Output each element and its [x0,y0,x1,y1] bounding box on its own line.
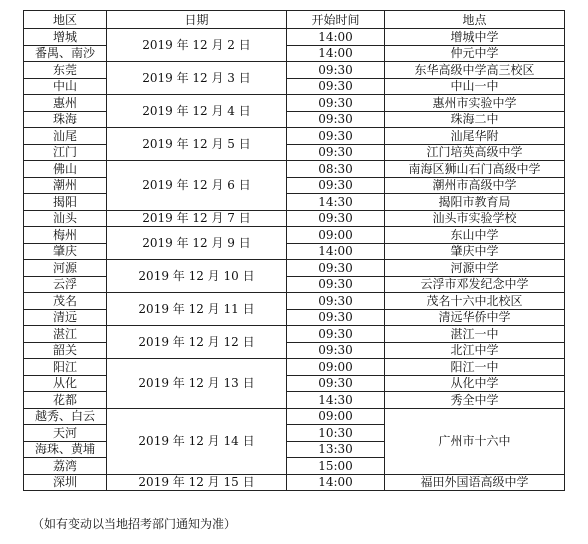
cell-place: 汕尾华附 [385,128,565,145]
cell-region: 梅州 [24,227,107,244]
table-row [24,260,565,277]
table-row [24,359,565,376]
cell-place: 南海区狮山石门高级中学 [385,161,565,178]
cell-region: 揭阳 [24,194,107,211]
cell-region: 东莞 [24,62,107,79]
cell-time: 14:30 [287,194,385,211]
cell-region: 荔湾 [24,458,107,475]
cell-time: 09:30 [287,177,385,194]
table-row [24,194,565,211]
table-row [24,293,565,310]
cell-region: 惠州 [24,95,107,112]
cell-place: 北江中学 [385,342,565,359]
cell-region: 中山 [24,78,107,95]
cell-region: 阳江 [24,359,107,376]
cell-place: 湛江一中 [385,326,565,343]
cell-time: 09:00 [287,227,385,244]
cell-place: 仲元中学 [385,45,565,62]
cell-region: 增城 [24,29,107,46]
cell-region: 越秀、白云 [24,408,107,425]
cell-date: 2019 年 12 月 9 日 [107,227,287,260]
cell-region: 天河 [24,425,107,442]
cell-time: 10:30 [287,425,385,442]
table-row [24,342,565,359]
table-header-row [24,11,565,29]
cell-place: 从化中学 [385,375,565,392]
header-place: 地点 [385,11,565,29]
table-row [24,326,565,343]
cell-region: 汕头 [24,210,107,227]
table-row [24,111,565,128]
table-row [24,128,565,145]
cell-time: 14:00 [287,29,385,46]
table-row [24,95,565,112]
cell-region: 番禺、南沙 [24,45,107,62]
cell-time: 15:00 [287,458,385,475]
cell-date: 2019 年 12 月 11 日 [107,293,287,326]
cell-place: 潮州市高级中学 [385,177,565,194]
table-row [24,144,565,161]
cell-date: 2019 年 12 月 7 日 [107,210,287,227]
cell-date: 2019 年 12 月 5 日 [107,128,287,161]
cell-date: 2019 年 12 月 3 日 [107,62,287,95]
cell-time: 13:30 [287,441,385,458]
cell-place: 清远华侨中学 [385,309,565,326]
cell-region: 花都 [24,392,107,409]
cell-date: 2019 年 12 月 2 日 [107,29,287,62]
table-row [24,408,565,425]
table-row [24,474,565,491]
cell-place: 东山中学 [385,227,565,244]
cell-region: 珠海 [24,111,107,128]
header-date: 日期 [107,11,287,29]
cell-time: 09:30 [287,128,385,145]
table-row [24,45,565,62]
cell-region: 茂名 [24,293,107,310]
cell-place: 东华高级中学高三校区 [385,62,565,79]
cell-time: 09:30 [287,111,385,128]
cell-region: 河源 [24,260,107,277]
cell-region: 海珠、黄埔 [24,441,107,458]
cell-region: 从化 [24,375,107,392]
cell-region: 清远 [24,309,107,326]
cell-time: 09:30 [287,375,385,392]
cell-time: 09:30 [287,144,385,161]
schedule-body [24,29,565,491]
cell-time: 09:30 [287,78,385,95]
schedule-table [23,10,565,491]
table-row [24,177,565,194]
cell-place: 汕头市实验学校 [385,210,565,227]
cell-date: 2019 年 12 月 4 日 [107,95,287,128]
table-row [24,392,565,409]
table-row [24,78,565,95]
cell-time: 09:00 [287,408,385,425]
cell-region: 汕尾 [24,128,107,145]
cell-region: 湛江 [24,326,107,343]
cell-place: 惠州市实验中学 [385,95,565,112]
cell-time: 08:30 [287,161,385,178]
cell-region: 潮州 [24,177,107,194]
cell-date: 2019 年 12 月 13 日 [107,359,287,409]
cell-date: 2019 年 12 月 12 日 [107,326,287,359]
cell-date: 2019 年 12 月 10 日 [107,260,287,293]
cell-time: 14:00 [287,45,385,62]
table-row [24,227,565,244]
cell-time: 09:30 [287,210,385,227]
cell-time: 14:00 [287,243,385,260]
cell-time: 09:30 [287,95,385,112]
cell-place: 中山一中 [385,78,565,95]
header-region: 地区 [24,11,107,29]
cell-date: 2019 年 12 月 6 日 [107,161,287,211]
cell-time: 09:30 [287,309,385,326]
cell-place: 珠海二中 [385,111,565,128]
header-time: 开始时间 [287,11,385,29]
table-row [24,309,565,326]
cell-place: 广州市十六中 [385,408,565,474]
cell-region: 云浮 [24,276,107,293]
cell-place: 茂名十六中北校区 [385,293,565,310]
cell-place: 河源中学 [385,260,565,277]
cell-place: 增城中学 [385,29,565,46]
cell-time: 14:30 [287,392,385,409]
cell-time: 09:30 [287,342,385,359]
cell-place: 云浮市邓发纪念中学 [385,276,565,293]
cell-place: 秀全中学 [385,392,565,409]
table-row [24,161,565,178]
cell-time: 09:30 [287,276,385,293]
table-row [24,243,565,260]
cell-region: 佛山 [24,161,107,178]
cell-date: 2019 年 12 月 14 日 [107,408,287,474]
cell-region: 韶关 [24,342,107,359]
cell-time: 09:30 [287,326,385,343]
cell-date: 2019 年 12 月 15 日 [107,474,287,491]
cell-time: 09:30 [287,260,385,277]
cell-region: 肇庆 [24,243,107,260]
table-row [24,29,565,46]
cell-time: 09:30 [287,62,385,79]
cell-time: 14:00 [287,474,385,491]
table-row [24,62,565,79]
cell-place: 揭阳市教育局 [385,194,565,211]
footnote: （如有变动以当地招考部门通知为准） [32,517,237,531]
cell-place: 福田外国语高级中学 [385,474,565,491]
cell-place: 江门培英高级中学 [385,144,565,161]
cell-time: 09:00 [287,359,385,376]
table-row [24,375,565,392]
cell-time: 09:30 [287,293,385,310]
cell-place: 阳江一中 [385,359,565,376]
table-row [24,210,565,227]
cell-region: 深圳 [24,474,107,491]
table-row [24,276,565,293]
cell-place: 肇庆中学 [385,243,565,260]
cell-region: 江门 [24,144,107,161]
